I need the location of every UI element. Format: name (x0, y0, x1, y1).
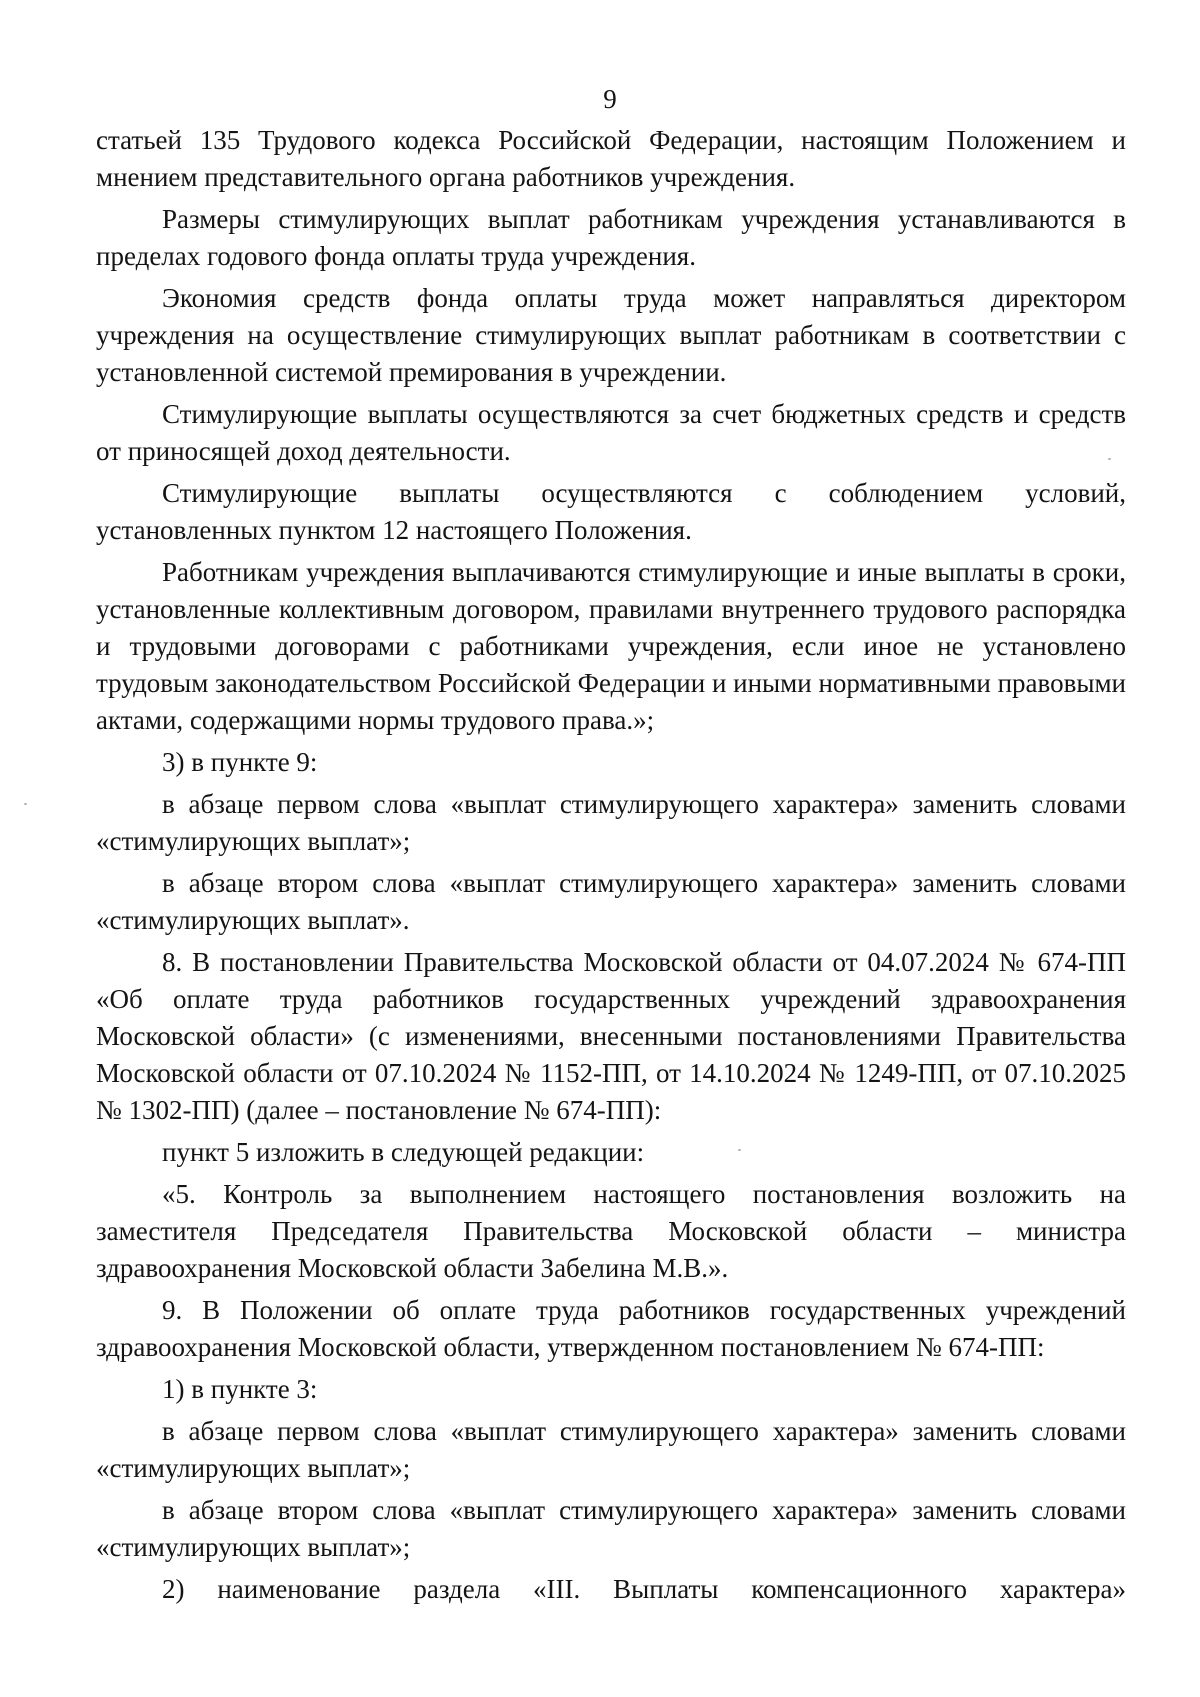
scan-speck (738, 1149, 741, 1151)
paragraph-point-5-intro: пункт 5 изложить в следующей редакции: (162, 1137, 645, 1167)
paragraph-item-9-second: в абзаце втором слова «выплат стимулирующего характера» заменить словами «стимулирующих выплат». (96, 868, 1126, 935)
document-body (96, 122, 1126, 1613)
paragraph-item-3-first: в абзаце первом слова «выплат стимулирующего характера» заменить словами «стимулирующих выплат»; (96, 1416, 1126, 1483)
paragraph-item-3-heading: 1) в пункте 3: (162, 1374, 318, 1404)
page-number: 9 (603, 84, 617, 114)
paragraph-funding-sources: Стимулирующие выплаты осуществляются за счет бюджетных средств и средств от приносящей доход деятельности. (96, 399, 1126, 466)
paragraph-conditions: Стимулирующие выплаты осуществляются с соблюдением условий, установленных пунктом 12 настоящего Положения. (96, 478, 1126, 545)
paragraph-payment-terms: Работникам учреждения выплачиваются стимулирующие и иные выплаты в сроки, установленные коллективным договором, правилами внутреннего трудового распорядка и трудовыми договорами с работниками учреждения, если иное не установлено трудовым законодательством Российской Федерации и иными нормативными правовыми актами, содержащими нормы трудового права.»; (96, 557, 1126, 735)
paragraph-fund-savings: Экономия средств фонда оплаты труда может направляться директором учреждения на осуществление стимулирующих выплат работникам в соответствии с установленной системой премирования в учреждении. (96, 283, 1126, 387)
paragraph-point-5-text: «5. Контроль за выполнением настоящего постановления возложить на заместителя Председателя Правительства Московской области – министра здравоохранения Московской области Забелина М.В.». (96, 1179, 1126, 1283)
paragraph-section-title-change: 2) наименование раздела «III. Выплаты компенсационного характера» (162, 1574, 1126, 1604)
paragraph-item-3-second: в абзаце втором слова «выплат стимулирующего характера» заменить словами «стимулирующих выплат»; (96, 1495, 1126, 1562)
paragraph-section-9: 9. В Положении об оплате труда работников государственных учреждений здравоохранения Московской области, утвержденном постановлением № 674-ПП: (96, 1295, 1126, 1362)
scan-speck (1108, 458, 1111, 460)
paragraph-section-8: 8. В постановлении Правительства Московской области от 04.07.2024 № 674-ПП «Об оплате труда работников государственных учреждений здравоохранения Московской области» (с изменениями, внесенными постановлениями Правительства Московской области от 07.10.2024 № 1152-ПП, от 14.10.2024 № 1249-ПП, от 07.10.2025 № 1302-ПП) (далее – постановление № 674-ПП): (96, 947, 1126, 1125)
paragraph-incentive-size: Размеры стимулирующих выплат работникам учреждения устанавливаются в пределах годового фонда оплаты труда учреждения. (96, 204, 1126, 271)
paragraph-item-9-heading: 3) в пункте 9: (162, 747, 318, 777)
scan-speck (24, 803, 27, 805)
paragraph-item-9-first: в абзаце первом слова «выплат стимулирующего характера» заменить словами «стимулирующих выплат»; (96, 789, 1126, 856)
paragraph-continuation: статьей 135 Трудового кодекса Российской Федерации, настоящим Положением и мнением представительного органа работников учреждения. (96, 125, 1126, 192)
